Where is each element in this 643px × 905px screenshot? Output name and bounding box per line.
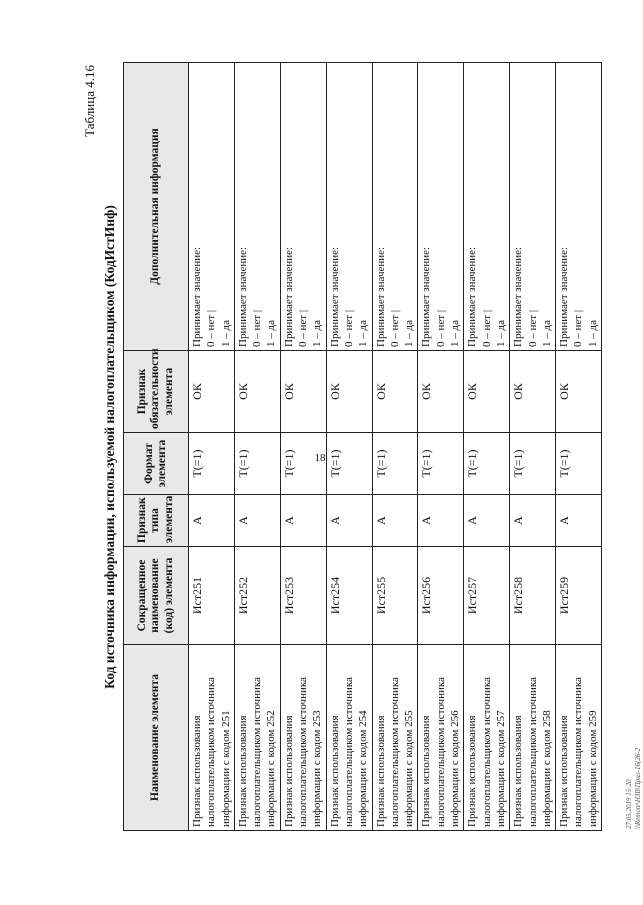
cell-element-format: T(=1)	[464, 433, 510, 495]
elements-table	[123, 62, 602, 831]
header-element-required: Признак обязательности элемента	[124, 351, 189, 433]
cell-element-required: ОК	[418, 351, 464, 433]
cell-element-name: Признак использования налогоплательщиком источника информации с кодом 256	[418, 645, 464, 831]
table-header-row	[124, 63, 189, 831]
cell-element-format: T(=1)	[326, 433, 372, 495]
table-title: Код источника информации, используемой налогоплательщиком (КодИстИнф)	[102, 205, 117, 689]
cell-element-name: Признак использования налогоплательщиком источника информации с кодом 254	[326, 645, 372, 831]
cell-additional-info: Принимает значение: 0 – нет | 1 – да	[372, 63, 418, 351]
table-row	[326, 63, 372, 831]
cell-element-name: Признак использования налогоплательщиком источника информации с кодом 259	[556, 645, 602, 831]
header-element-type: Признак типа элемента	[124, 495, 189, 547]
rotated-page-content	[82, 63, 643, 831]
cell-additional-info: Принимает значение: 0 – нет | 1 – да	[510, 63, 556, 351]
cell-additional-info: Принимает значение: 0 – нет | 1 – да	[280, 63, 326, 351]
cell-element-type: А	[234, 495, 280, 547]
cell-element-code: Ист256	[418, 547, 464, 645]
table-row	[418, 63, 464, 831]
table-row	[464, 63, 510, 831]
stamp-path: \\Remote\НЗВ\Прил-16(26-2	[634, 747, 643, 829]
cell-element-name: Признак использования налогоплательщиком источника информации с кодом 253	[280, 645, 326, 831]
header-additional-info: Дополнительная информация	[124, 63, 189, 351]
cell-element-name: Признак использования налогоплательщиком источника информации с кодом 258	[510, 645, 556, 831]
cell-element-code: Ист253	[280, 547, 326, 645]
cell-element-format: T(=1)	[189, 433, 235, 495]
cell-element-required: ОК	[189, 351, 235, 433]
cell-element-required: ОК	[234, 351, 280, 433]
print-stamp	[625, 748, 643, 829]
header-element-format: Формат элемента	[124, 433, 189, 495]
cell-element-format: T(=1)	[510, 433, 556, 495]
cell-element-name: Признак использования налогоплательщиком источника информации с кодом 255	[372, 645, 418, 831]
stamp-date: 27.05.2019 15:20	[625, 779, 633, 829]
cell-element-required: ОК	[326, 351, 372, 433]
cell-element-code: Ист257	[464, 547, 510, 645]
cell-element-code: Ист259	[556, 547, 602, 645]
cell-element-required: ОК	[556, 351, 602, 433]
table-row	[234, 63, 280, 831]
cell-element-name: Признак использования налогоплательщиком источника информации с кодом 252	[234, 645, 280, 831]
cell-element-code: Ист251	[189, 547, 235, 645]
header-element-code: Сокращенное наименование (код) элемента	[124, 547, 189, 645]
cell-additional-info: Принимает значение: 0 – нет | 1 – да	[556, 63, 602, 351]
cell-element-required: ОК	[280, 351, 326, 433]
table-row	[280, 63, 326, 831]
cell-additional-info: Принимает значение: 0 – нет | 1 – да	[234, 63, 280, 351]
cell-element-format: T(=1)	[280, 433, 326, 495]
cell-element-type: А	[418, 495, 464, 547]
page-number: 18	[314, 452, 326, 464]
cell-element-type: А	[372, 495, 418, 547]
cell-element-type: А	[326, 495, 372, 547]
table-row	[556, 63, 602, 831]
cell-additional-info: Принимает значение: 0 – нет | 1 – да	[418, 63, 464, 351]
cell-element-type: А	[510, 495, 556, 547]
cell-element-name: Признак использования налогоплательщиком источника информации с кодом 251	[189, 645, 235, 831]
cell-element-type: А	[280, 495, 326, 547]
table-number: Таблица 4.16	[82, 65, 97, 137]
cell-element-required: ОК	[372, 351, 418, 433]
cell-additional-info: Принимает значение: 0 – нет | 1 – да	[326, 63, 372, 351]
cell-additional-info: Принимает значение: 0 – нет | 1 – да	[464, 63, 510, 351]
cell-element-code: Ист258	[510, 547, 556, 645]
cell-element-required: ОК	[510, 351, 556, 433]
header-element-name: Наименование элемента	[124, 645, 189, 831]
cell-element-format: T(=1)	[418, 433, 464, 495]
cell-element-type: А	[556, 495, 602, 547]
cell-element-format: T(=1)	[234, 433, 280, 495]
table-row	[372, 63, 418, 831]
cell-element-format: T(=1)	[556, 433, 602, 495]
table-row	[510, 63, 556, 831]
table-body	[189, 63, 602, 831]
cell-element-type: А	[464, 495, 510, 547]
cell-element-code: Ист252	[234, 547, 280, 645]
cell-element-name: Признак использования налогоплательщиком источника информации с кодом 257	[464, 645, 510, 831]
table-row	[189, 63, 235, 831]
cell-element-code: Ист254	[326, 547, 372, 645]
cell-element-code: Ист255	[372, 547, 418, 645]
cell-additional-info: Принимает значение: 0 – нет | 1 – да	[189, 63, 235, 351]
cell-element-format: T(=1)	[372, 433, 418, 495]
cell-element-type: А	[189, 495, 235, 547]
cell-element-required: ОК	[464, 351, 510, 433]
